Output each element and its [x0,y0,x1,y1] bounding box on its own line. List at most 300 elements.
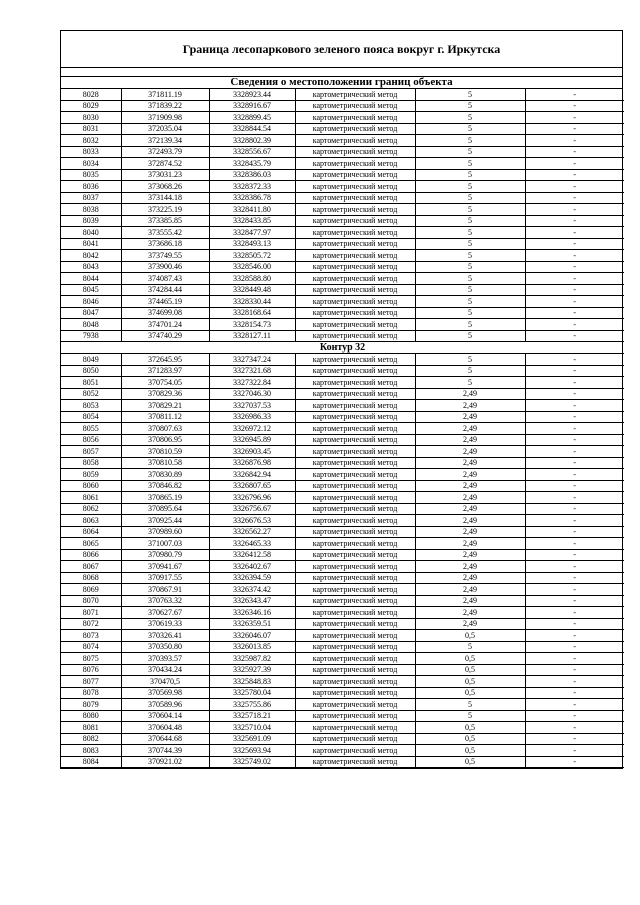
point-number-cell: 8063 [61,515,121,527]
method-cell: картометрический метод [295,365,415,377]
contour-label: Контур 32 [61,342,624,354]
accuracy-cell: 5 [415,169,525,181]
table-row [61,388,624,400]
note-cell: - [525,181,624,193]
x-coordinate-cell: 370980.79 [121,549,209,561]
x-coordinate-cell: 374701.24 [121,319,209,331]
point-number-cell: 8078 [61,687,121,699]
method-cell: картометрический метод [295,653,415,665]
accuracy-cell: 2,49 [415,515,525,527]
y-coordinate-cell: 3326412.58 [209,549,295,561]
accuracy-cell: 5 [415,273,525,285]
method-cell: картометрический метод [295,446,415,458]
section-heading: Сведения о местоположении границ объекта [61,77,622,89]
method-cell: картометрический метод [295,745,415,757]
y-coordinate-cell: 3328802.39 [209,135,295,147]
x-coordinate-cell: 373555.42 [121,227,209,239]
point-number-cell: 8032 [61,135,121,147]
method-cell: картометрический метод [295,135,415,147]
point-number-cell: 8074 [61,641,121,653]
accuracy-cell: 2,49 [415,388,525,400]
y-coordinate-cell: 3326343.47 [209,595,295,607]
method-cell: картометрический метод [295,618,415,630]
accuracy-cell: 2,49 [415,618,525,630]
table-row [61,319,624,331]
point-number-cell: 8050 [61,365,121,377]
method-cell: картометрический метод [295,330,415,342]
method-cell: картометрический метод [295,515,415,527]
table-row [61,273,624,285]
point-number-cell: 8044 [61,273,121,285]
table-row [61,618,624,630]
method-cell: картометрический метод [295,733,415,745]
note-cell: - [525,377,624,389]
y-coordinate-cell: 3325987.82 [209,653,295,665]
point-number-cell: 8056 [61,434,121,446]
table-row [61,227,624,239]
point-number-cell: 8072 [61,618,121,630]
method-cell: картометрический метод [295,388,415,400]
table-row [61,146,624,158]
method-cell: картометрический метод [295,400,415,412]
y-coordinate-cell: 3327322.84 [209,377,295,389]
x-coordinate-cell: 370619.33 [121,618,209,630]
method-cell: картометрический метод [295,584,415,596]
document-sheet [60,30,623,769]
table-row [61,745,624,757]
accuracy-cell: 5 [415,135,525,147]
note-cell: - [525,745,624,757]
method-cell: картометрический метод [295,100,415,112]
table-row [61,538,624,550]
method-cell: картометрический метод [295,434,415,446]
point-number-cell: 8060 [61,480,121,492]
x-coordinate-cell: 371811.19 [121,89,209,100]
table-row [61,630,624,642]
table-row [61,710,624,722]
accuracy-cell: 5 [415,250,525,262]
note-cell: - [525,515,624,527]
accuracy-cell: 5 [415,354,525,366]
y-coordinate-cell: 3325780.04 [209,687,295,699]
point-number-cell: 8066 [61,549,121,561]
method-cell: картометрический метод [295,319,415,331]
note-cell: - [525,238,624,250]
x-coordinate-cell: 370806.95 [121,434,209,446]
method-cell: картометрический метод [295,641,415,653]
accuracy-cell: 2,49 [415,400,525,412]
note-cell: - [525,630,624,642]
x-coordinate-cell: 373749.55 [121,250,209,262]
y-coordinate-cell: 3326903.45 [209,446,295,458]
accuracy-cell: 5 [415,319,525,331]
table-row [61,595,624,607]
accuracy-cell: 5 [415,158,525,170]
accuracy-cell: 5 [415,330,525,342]
point-number-cell: 8041 [61,238,121,250]
point-number-cell: 8034 [61,158,121,170]
note-cell: - [525,549,624,561]
note-cell: - [525,423,624,435]
method-cell: картометрический метод [295,630,415,642]
method-cell: картометрический метод [295,250,415,262]
y-coordinate-cell: 3325848.83 [209,676,295,688]
method-cell: картометрический метод [295,710,415,722]
y-coordinate-cell: 3327046.30 [209,388,295,400]
accuracy-cell: 5 [415,238,525,250]
note-cell: - [525,595,624,607]
table-row [61,480,624,492]
table-row [61,135,624,147]
x-coordinate-cell: 370350.80 [121,641,209,653]
method-cell: картометрический метод [295,123,415,135]
point-number-cell: 8045 [61,284,121,296]
method-cell: картометрический метод [295,664,415,676]
y-coordinate-cell: 3328168.64 [209,307,295,319]
y-coordinate-cell: 3328588.80 [209,273,295,285]
y-coordinate-cell: 3326359.51 [209,618,295,630]
x-coordinate-cell: 370744.39 [121,745,209,757]
note-cell: - [525,572,624,584]
x-coordinate-cell: 370941.67 [121,561,209,573]
accuracy-cell: 2,49 [415,434,525,446]
point-number-cell: 8062 [61,503,121,515]
accuracy-cell: 5 [415,699,525,711]
accuracy-cell: 2,49 [415,480,525,492]
y-coordinate-cell: 3325927.39 [209,664,295,676]
point-number-cell: 8052 [61,388,121,400]
table-row [61,607,624,619]
table-row [61,676,624,688]
note-cell: - [525,756,624,768]
accuracy-cell: 2,49 [415,549,525,561]
point-number-cell: 8043 [61,261,121,273]
table-row [61,664,624,676]
x-coordinate-cell: 371839.22 [121,100,209,112]
note-cell: - [525,411,624,423]
note-cell: - [525,273,624,285]
accuracy-cell: 2,49 [415,595,525,607]
method-cell: картометрический метод [295,423,415,435]
note-cell: - [525,710,624,722]
x-coordinate-cell: 370867.91 [121,584,209,596]
point-number-cell: 8037 [61,192,121,204]
accuracy-cell: 5 [415,89,525,100]
x-coordinate-cell: 372645.95 [121,354,209,366]
table-row [61,584,624,596]
x-coordinate-cell: 372493.79 [121,146,209,158]
note-cell: - [525,664,624,676]
x-coordinate-cell: 374087.43 [121,273,209,285]
y-coordinate-cell: 3325755.86 [209,699,295,711]
accuracy-cell: 0,5 [415,745,525,757]
accuracy-cell: 5 [415,112,525,124]
accuracy-cell: 2,49 [415,584,525,596]
table-row [61,330,624,342]
point-number-cell: 8081 [61,722,121,734]
table-row [61,284,624,296]
table-row [61,158,624,170]
y-coordinate-cell: 3328505.72 [209,250,295,262]
point-number-cell: 8036 [61,181,121,193]
method-cell: картометрический метод [295,756,415,768]
x-coordinate-cell: 370393.57 [121,653,209,665]
point-number-cell: 8067 [61,561,121,573]
x-coordinate-cell: 374740.29 [121,330,209,342]
table-row [61,756,624,768]
method-cell: картометрический метод [295,181,415,193]
table-row [61,123,624,135]
point-number-cell: 8038 [61,204,121,216]
x-coordinate-cell: 370810.59 [121,446,209,458]
x-coordinate-cell: 370925.44 [121,515,209,527]
point-number-cell: 8068 [61,572,121,584]
table-row [61,377,624,389]
point-number-cell: 8059 [61,469,121,481]
accuracy-cell: 5 [415,307,525,319]
table-row [61,307,624,319]
table-row [61,503,624,515]
accuracy-cell: 2,49 [415,423,525,435]
note-cell: - [525,89,624,100]
y-coordinate-cell: 3325749.02 [209,756,295,768]
note-cell: - [525,261,624,273]
x-coordinate-cell: 370627.67 [121,607,209,619]
note-cell: - [525,296,624,308]
accuracy-cell: 0,5 [415,687,525,699]
y-coordinate-cell: 3326796.96 [209,492,295,504]
method-cell: картометрический метод [295,699,415,711]
y-coordinate-cell: 3328330.44 [209,296,295,308]
note-cell: - [525,584,624,596]
x-coordinate-cell: 370754.05 [121,377,209,389]
y-coordinate-cell: 3325693.94 [209,745,295,757]
x-coordinate-cell: 370917.55 [121,572,209,584]
point-number-cell: 8076 [61,664,121,676]
point-number-cell: 7938 [61,330,121,342]
y-coordinate-cell: 3327037.53 [209,400,295,412]
method-cell: картометрический метод [295,411,415,423]
y-coordinate-cell: 3327321.68 [209,365,295,377]
point-number-cell: 8053 [61,400,121,412]
note-cell: - [525,158,624,170]
y-coordinate-cell: 3328844.54 [209,123,295,135]
x-coordinate-cell: 370604.14 [121,710,209,722]
y-coordinate-cell: 3326346.16 [209,607,295,619]
method-cell: картометрический метод [295,238,415,250]
note-cell: - [525,733,624,745]
method-cell: картометрический метод [295,158,415,170]
method-cell: картометрический метод [295,261,415,273]
note-cell: - [525,123,624,135]
point-number-cell: 8051 [61,377,121,389]
note-cell: - [525,284,624,296]
x-coordinate-cell: 373068.26 [121,181,209,193]
method-cell: картометрический метод [295,192,415,204]
table-row [61,699,624,711]
y-coordinate-cell: 3328556.67 [209,146,295,158]
accuracy-cell: 5 [415,284,525,296]
accuracy-cell: 5 [415,204,525,216]
point-number-cell: 8065 [61,538,121,550]
accuracy-cell: 2,49 [415,446,525,458]
x-coordinate-cell: 370989.60 [121,526,209,538]
y-coordinate-cell: 3326986.33 [209,411,295,423]
accuracy-cell: 5 [415,215,525,227]
method-cell: картометрический метод [295,549,415,561]
note-cell: - [525,641,624,653]
note-cell: - [525,699,624,711]
accuracy-cell: 0,5 [415,676,525,688]
point-number-cell: 8073 [61,630,121,642]
y-coordinate-cell: 3328386.78 [209,192,295,204]
table-row [61,653,624,665]
accuracy-cell: 0,5 [415,756,525,768]
y-coordinate-cell: 3328127.11 [209,330,295,342]
table-row [61,112,624,124]
table-row [61,250,624,262]
table-row [61,561,624,573]
note-cell: - [525,330,624,342]
note-cell: - [525,561,624,573]
y-coordinate-cell: 3326876.98 [209,457,295,469]
point-number-cell: 8064 [61,526,121,538]
accuracy-cell: 2,49 [415,572,525,584]
table-row [61,89,624,100]
accuracy-cell: 2,49 [415,561,525,573]
method-cell: картометрический метод [295,595,415,607]
y-coordinate-cell: 3328493.13 [209,238,295,250]
method-cell: картометрический метод [295,284,415,296]
point-number-cell: 8040 [61,227,121,239]
x-coordinate-cell: 370434.24 [121,664,209,676]
y-coordinate-cell: 3328372.33 [209,181,295,193]
x-coordinate-cell: 370865.19 [121,492,209,504]
method-cell: картометрический метод [295,215,415,227]
accuracy-cell: 0,5 [415,733,525,745]
table-row [61,526,624,538]
y-coordinate-cell: 3328386.03 [209,169,295,181]
y-coordinate-cell: 3328411.80 [209,204,295,216]
x-coordinate-cell: 372874.52 [121,158,209,170]
y-coordinate-cell: 3326972.12 [209,423,295,435]
x-coordinate-cell: 372139.34 [121,135,209,147]
method-cell: картометрический метод [295,296,415,308]
point-number-cell: 8080 [61,710,121,722]
note-cell: - [525,354,624,366]
note-cell: - [525,676,624,688]
note-cell: - [525,135,624,147]
note-cell: - [525,204,624,216]
table-row [61,687,624,699]
y-coordinate-cell: 3326676.53 [209,515,295,527]
accuracy-cell: 5 [415,181,525,193]
table-row [61,354,624,366]
table-row [61,572,624,584]
y-coordinate-cell: 3325710.04 [209,722,295,734]
note-cell: - [525,250,624,262]
y-coordinate-cell: 3326374.42 [209,584,295,596]
point-number-cell: 8061 [61,492,121,504]
point-number-cell: 8048 [61,319,121,331]
table-row [61,411,624,423]
y-coordinate-cell: 3328899.45 [209,112,295,124]
method-cell: картометрический метод [295,687,415,699]
table-row [61,215,624,227]
accuracy-cell: 5 [415,296,525,308]
document-title: Граница лесопаркового зеленого пояса вокруг г. Иркутска [61,31,622,68]
y-coordinate-cell: 3328433.85 [209,215,295,227]
accuracy-cell: 5 [415,146,525,158]
point-number-cell: 8035 [61,169,121,181]
x-coordinate-cell: 370326.41 [121,630,209,642]
y-coordinate-cell: 3328449.48 [209,284,295,296]
point-number-cell: 8029 [61,100,121,112]
accuracy-cell: 5 [415,710,525,722]
accuracy-cell: 2,49 [415,457,525,469]
note-cell: - [525,492,624,504]
method-cell: картометрический метод [295,492,415,504]
x-coordinate-cell: 373031.23 [121,169,209,181]
point-number-cell: 8057 [61,446,121,458]
note-cell: - [525,227,624,239]
table-row [61,434,624,446]
method-cell: картометрический метод [295,480,415,492]
coordinates-table [61,89,624,768]
x-coordinate-cell: 370830.89 [121,469,209,481]
table-row [61,296,624,308]
table-row [61,238,624,250]
accuracy-cell: 0,5 [415,664,525,676]
y-coordinate-cell: 3328154.73 [209,319,295,331]
y-coordinate-cell: 3326465.33 [209,538,295,550]
note-cell: - [525,169,624,181]
y-coordinate-cell: 3328546.00 [209,261,295,273]
method-cell: картометрический метод [295,204,415,216]
method-cell: картометрический метод [295,469,415,481]
x-coordinate-cell: 374699.08 [121,307,209,319]
note-cell: - [525,653,624,665]
x-coordinate-cell: 371283.97 [121,365,209,377]
x-coordinate-cell: 370470,5 [121,676,209,688]
point-number-cell: 8033 [61,146,121,158]
point-number-cell: 8077 [61,676,121,688]
accuracy-cell: 2,49 [415,538,525,550]
point-number-cell: 8039 [61,215,121,227]
y-coordinate-cell: 3328916.67 [209,100,295,112]
y-coordinate-cell: 3326562.27 [209,526,295,538]
table-row [61,457,624,469]
x-coordinate-cell: 370921.02 [121,756,209,768]
accuracy-cell: 5 [415,641,525,653]
y-coordinate-cell: 3327347.24 [209,354,295,366]
note-cell: - [525,618,624,630]
point-number-cell: 8054 [61,411,121,423]
table-row [61,722,624,734]
table-row [61,169,624,181]
method-cell: картометрический метод [295,526,415,538]
y-coordinate-cell: 3326046.07 [209,630,295,642]
accuracy-cell: 2,49 [415,607,525,619]
table-row [61,365,624,377]
point-number-cell: 8070 [61,595,121,607]
x-coordinate-cell: 370589.96 [121,699,209,711]
coordinates-table-body [61,89,624,768]
note-cell: - [525,192,624,204]
table-row [61,181,624,193]
point-number-cell: 8028 [61,89,121,100]
point-number-cell: 8055 [61,423,121,435]
